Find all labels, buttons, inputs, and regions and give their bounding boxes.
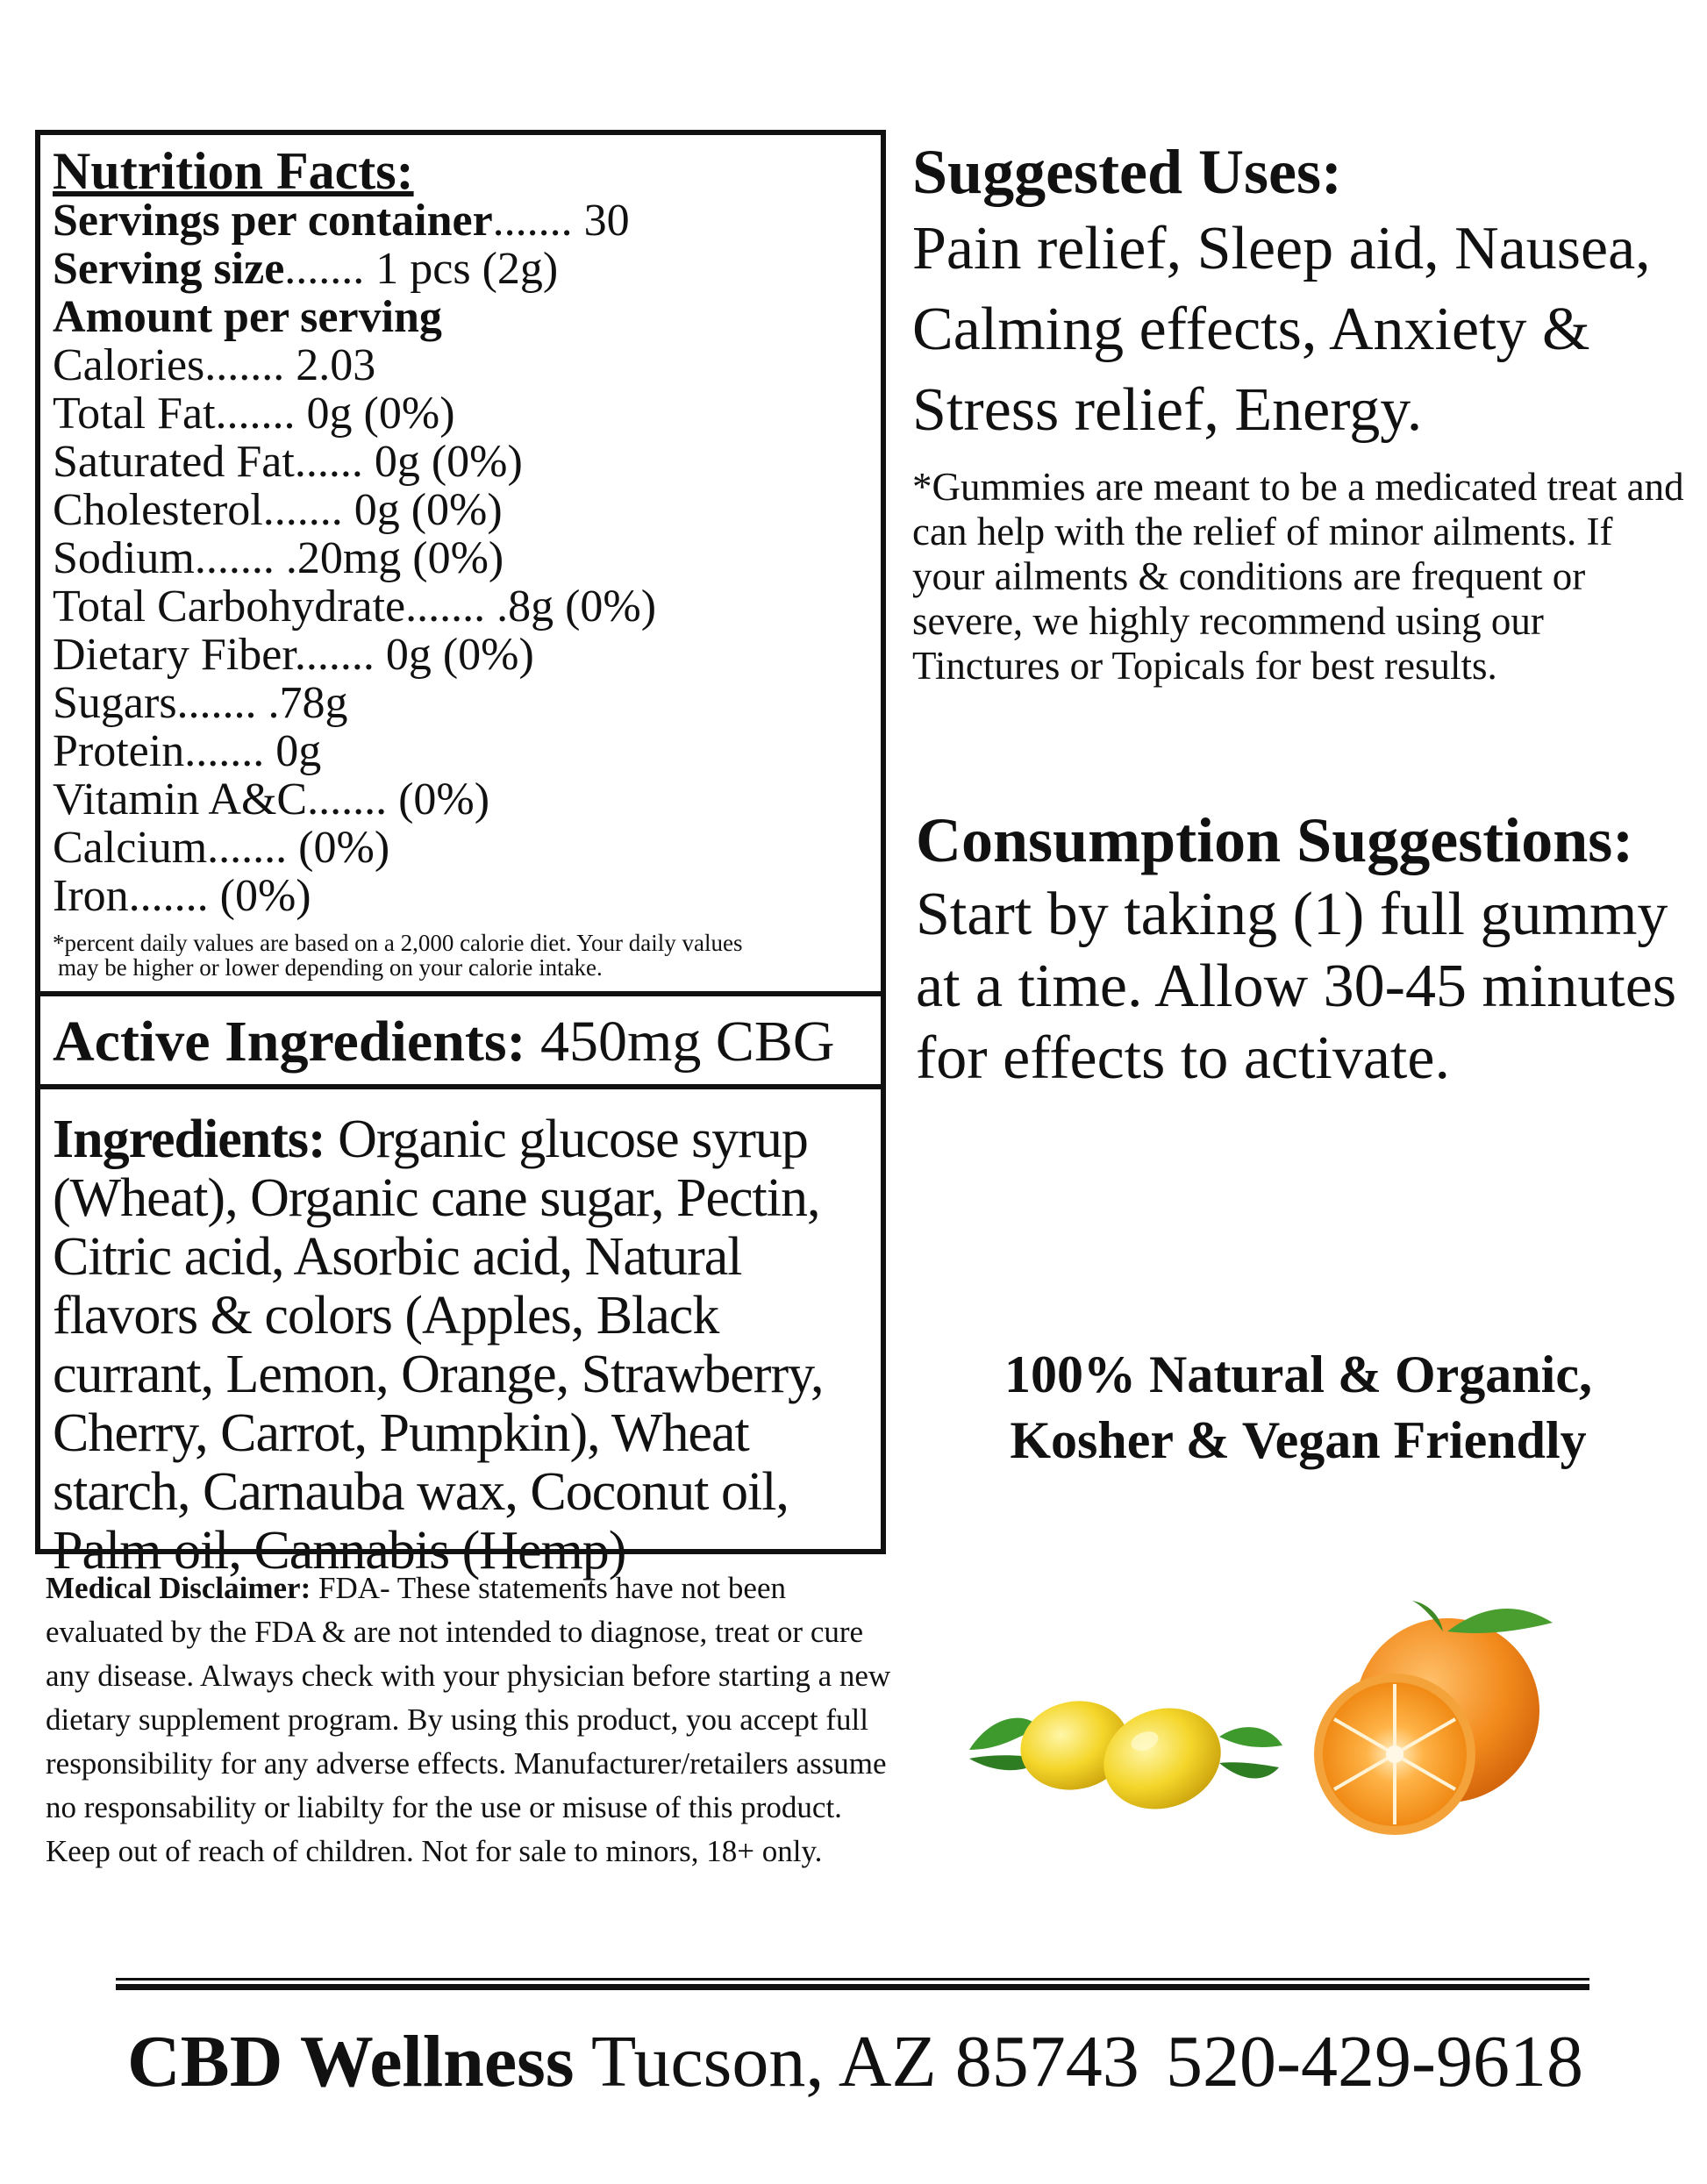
- medical-disclaimer: [46, 1567, 905, 1874]
- amount-label: Amount per serving: [53, 292, 442, 342]
- consumption-section: [916, 807, 1688, 1095]
- ingredients-label: Ingredients:: [53, 1110, 325, 1169]
- nutrient-dietary-fiber: Dietary Fiber....... 0g (0%): [53, 630, 534, 680]
- amount-per-serving: [53, 293, 881, 341]
- nutrient-iron: Iron....... (0%): [53, 871, 311, 921]
- nutrient-cholesterol: Cholesterol....... 0g (0%): [53, 485, 503, 535]
- nutrient-vitamin-ac: Vitamin A&C....... (0%): [53, 774, 490, 824]
- servings-label: Servings per container: [53, 196, 493, 246]
- disclaimer-paragraph: [46, 1567, 905, 1830]
- keep-out-notice: Keep out of reach of children. Not for sale to minors, 18+ only.: [46, 1834, 823, 1868]
- suggested-uses-section: [912, 139, 1684, 689]
- nutrient-calcium: Calcium....... (0%): [53, 823, 390, 873]
- footer: [127, 2014, 1583, 2110]
- nutrient-sodium: Sodium....... .20mg (0%): [53, 533, 504, 583]
- active-ingredients-value: 450mg CBG: [525, 1010, 835, 1074]
- natural-claim: [912, 1342, 1684, 1474]
- consumption-text: Start by taking (1) full gummy at a time. Allow 30-45 minutes for effects to activate.: [916, 881, 1677, 1092]
- lemon-image: [969, 1691, 1282, 1825]
- footer-brand: CBD Wellness: [127, 2021, 575, 2102]
- suggested-uses-note: *Gummies are meant to be a medicated treat and can help with the relief of minor ailments. If your ailments & conditions are frequent or severe, we highly recommend using our Tinctures or Topicals for best results.: [912, 465, 1684, 688]
- nutrition-title: Nutrition Facts:: [53, 142, 414, 200]
- nutrition-footnote-line-2: may be higher or lower depending on your calorie intake.: [58, 954, 603, 981]
- disclaimer-label: Medical Disclaimer:: [46, 1571, 311, 1605]
- nutrient-calories: Calories....... 2.03: [53, 340, 376, 390]
- serving-size-label: Serving size: [53, 244, 285, 294]
- natural-line-1: 100% Natural & Organic,: [1004, 1345, 1592, 1403]
- consumption-heading: Consumption Suggestions:: [916, 805, 1634, 875]
- ingredients: [53, 1110, 872, 1581]
- nutrition-facts-panel: [35, 130, 886, 996]
- ingredients-panel: [35, 1084, 886, 1581]
- nutrition-footnote-line-1: *percent daily values are based on a 2,000 calorie diet. Your daily values: [53, 930, 743, 956]
- servings-per-container: [53, 196, 881, 245]
- active-ingredients-label: Active Ingredients:: [53, 1010, 526, 1074]
- active-ingredients-panel: [35, 991, 886, 1089]
- suggested-uses-heading: Suggested Uses:: [912, 137, 1343, 207]
- active-ingredients: [53, 1003, 881, 1081]
- footer-phone: 520-429-9618: [1166, 2021, 1583, 2102]
- nutrient-protein: Protein....... 0g: [53, 726, 322, 776]
- nutrient-total-carbohydrate: Total Carbohydrate....... .8g (0%): [53, 582, 657, 632]
- natural-line-2: Kosher & Vegan Friendly: [1010, 1411, 1587, 1469]
- ingredients-list: Organic glucose syrup (Wheat), Organic cane sugar, Pectin, Citric acid, Asorbic acid, Natural flavors & colors (Apples, Black currant, Lemon, Orange, Strawberry, Cherry, Carrot, Pumpkin), Wheat starch, Carnauba wax, Coconut oil, Palm oil, Cannabis (Hemp): [53, 1110, 824, 1581]
- fruit-illustration: [956, 1596, 1605, 1842]
- nutrition-footnote: [53, 931, 881, 980]
- orange-image: [1314, 1601, 1553, 1835]
- suggested-uses-text: Pain relief, Sleep aid, Nausea, Calming effects, Anxiety & Stress relief, Energy.: [912, 215, 1651, 444]
- serving-size: [53, 245, 881, 293]
- footer-address: [127, 2021, 1139, 2102]
- nutrient-total-fat: Total Fat....... 0g (0%): [53, 389, 455, 439]
- footer-divider: [116, 1978, 1589, 1990]
- disclaimer-text: FDA- These statements have not been evaluated by the FDA & are not intended to diagnose, treat or cure any disease. Always check with your physician before starting a new dietary supplement program. By using this product, you accept full responsibility for any adverse effects. Manufacturer/retailers assume no responsability or liabilty for the use or misuse of this product.: [46, 1571, 891, 1824]
- footer-location: Tucson, AZ 85743: [574, 2021, 1139, 2102]
- nutrient-saturated-fat: Saturated Fat...... 0g (0%): [53, 437, 523, 487]
- serving-size-value: ....... 1 pcs (2g): [284, 244, 559, 294]
- servings-value: ....... 30: [492, 196, 630, 246]
- nutrient-sugars: Sugars....... .78g: [53, 678, 348, 728]
